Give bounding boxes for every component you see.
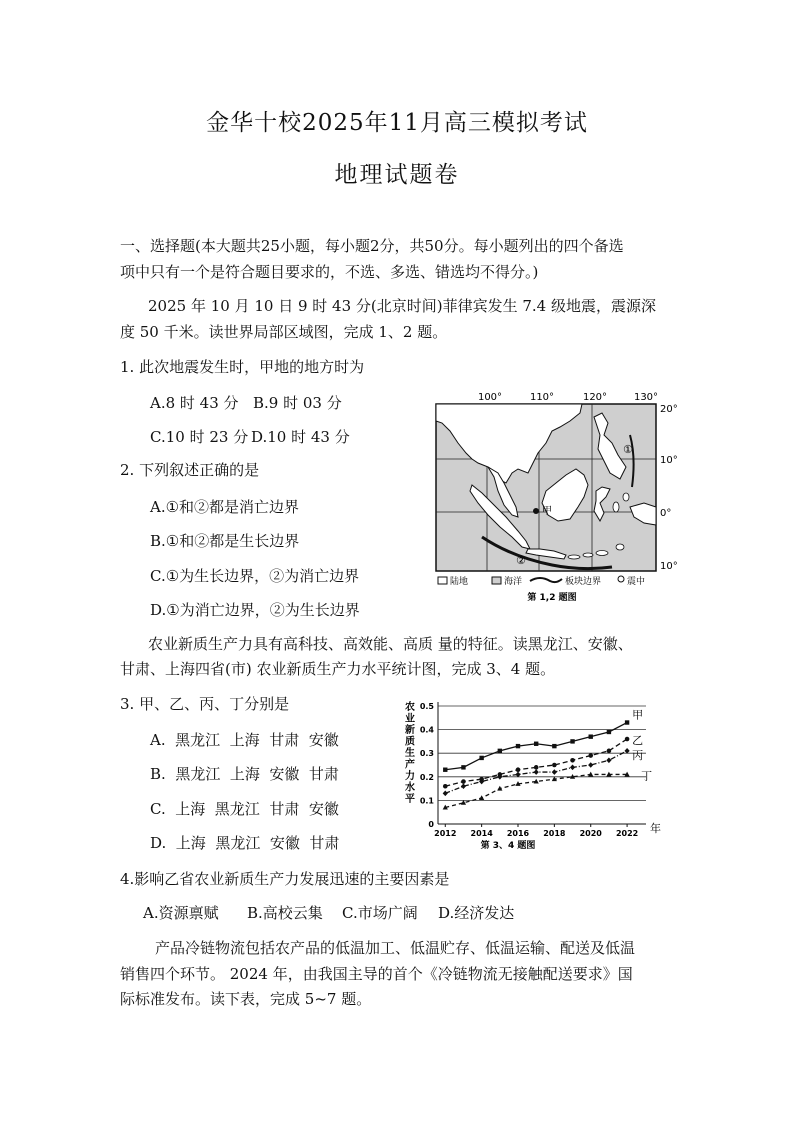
intro3-line1: 产品冷链物流包括农产品的低温加工、低温贮存、低温运输、配送及低温: [155, 939, 636, 957]
q1-stem: 1. 此次地震发生时，甲地的地方时为: [120, 358, 365, 376]
boundary-marker-1: ①: [623, 443, 633, 456]
chart-data-point: [589, 734, 593, 738]
southeast-asia-map: [432, 387, 678, 607]
chart-series-label: 丙: [632, 748, 644, 762]
intro1-line1: 2025 年 10 月 10 日 9 时 43 分(北京时间)菲律宾发生 7.4 级地震，震源深: [148, 297, 656, 315]
q1-option-d[interactable]: D.10 时 43 分: [251, 428, 350, 446]
q4-option-b[interactable]: B.高校云集: [247, 904, 323, 922]
intro2-line2: 甘肃、上海四省(市) 农业新质生产力水平统计图，完成 3、4 题。: [120, 660, 556, 678]
chart-series-label: 乙: [632, 734, 644, 748]
lon-label-120: 120°: [582, 392, 608, 403]
chart-data-point: [443, 768, 447, 772]
q2-option-b[interactable]: B.①和②都是生长边界: [150, 532, 300, 550]
productivity-chart: [398, 696, 668, 856]
chart-y-tick-label: 0.5: [419, 702, 434, 711]
legend-epicenter-icon: [618, 576, 624, 582]
legend-land-label: 陆地: [450, 577, 469, 587]
chart-ylabel-char: 业: [405, 713, 415, 725]
chart-x-tick-label: 2016: [506, 829, 530, 838]
chart-data-point: [479, 795, 484, 800]
chart-data-point: [534, 742, 538, 746]
exam-title: 金华十校2025年11月高三模拟考试: [206, 110, 588, 136]
chart-x-tick-label: 2020: [579, 829, 602, 838]
chart-ylabel-char: 水: [405, 782, 415, 794]
chart-data-point: [552, 744, 556, 748]
lat-label-10n: 10°: [660, 455, 678, 466]
chart-data-point: [516, 744, 520, 748]
chart-x-unit: 年: [650, 822, 661, 835]
chart-data-point: [607, 730, 611, 734]
chart-data-point: [552, 769, 557, 775]
chart-y-tick-label: 0.4: [419, 725, 434, 735]
chart-x-tick-label: 2018: [543, 829, 566, 838]
q4-option-a[interactable]: A.资源禀赋: [143, 904, 219, 922]
chart-data-point: [570, 758, 575, 763]
boundary-marker-2: ②: [516, 554, 526, 567]
lon-label-130: 130°: [633, 392, 659, 403]
chart-series-label: 丁: [641, 769, 653, 783]
chart-data-point: [534, 765, 539, 770]
q3-option-d[interactable]: D. 上海 黑龙江 安徽 甘肃: [150, 834, 340, 852]
section-heading-line2: 项中只有一个是符合题目要求的，不选、多选、错选均不得分。): [120, 263, 539, 281]
chart-data-point: [516, 767, 521, 772]
chart-data-point: [606, 757, 611, 763]
intro3-line3: 际标准发布。读下表，完成 5~7 题。: [120, 990, 372, 1008]
chart-ylabel-char: 新: [405, 725, 415, 736]
legend-epicenter-label: 震中: [627, 577, 646, 587]
q3-option-c[interactable]: C. 上海 黑龙江 甘肃 安徽: [150, 800, 339, 818]
chart-data-point: [570, 739, 574, 743]
q3-stem: 3. 甲、乙、丙、丁分别是: [120, 695, 290, 713]
chart-data-point: [498, 749, 502, 753]
section-heading-line1: 一、选择题(本大题共25小题，每小题2分，共50分。每小题列出的四个备选: [120, 237, 624, 255]
chart-data-point: [461, 779, 466, 784]
chart-y-tick-label: 0.1: [419, 796, 434, 806]
q4-stem: 4.影响乙省农业新质生产力发展迅速的主要因素是: [120, 870, 450, 888]
q4-option-d[interactable]: D.经济发达: [438, 904, 515, 922]
q2-option-d[interactable]: D.①为消亡边界，②为生长边界: [150, 601, 360, 619]
intro3-line2: 销售四个环节。 2024 年，由我国主导的首个《冷链物流无接触配送要求》国: [120, 965, 633, 983]
q2-option-c[interactable]: C.①为生长边界，②为消亡边界: [150, 567, 360, 585]
chart-data-point: [625, 737, 630, 742]
chart-x-tick-label: 2022: [615, 829, 639, 838]
lon-label-110: 110°: [529, 392, 555, 403]
chart-data-point: [461, 765, 465, 769]
legend-ocean-swatch: [492, 577, 501, 584]
chart-data-point: [588, 753, 593, 758]
chart-series-label: 甲: [632, 708, 644, 722]
q2-option-a[interactable]: A.①和②都是消亡边界: [150, 498, 300, 516]
q1-option-b[interactable]: B.9 时 03 分: [253, 394, 342, 412]
chart-data-point: [570, 765, 575, 771]
label-jia: 甲: [542, 506, 552, 517]
q1-option-c[interactable]: C.10 时 23 分: [150, 428, 249, 446]
chart-ylabel-char: 农: [405, 702, 415, 713]
chart-x-tick-label: 2012: [434, 829, 457, 838]
intro1-line2: 度 50 千米。读世界局部区域图，完成 1、2 题。: [120, 323, 448, 341]
legend-land-swatch: [438, 577, 447, 584]
lat-label-10s: 10°: [660, 561, 678, 572]
map-caption: 第 1,2 题图: [527, 593, 577, 603]
legend-boundary-label: 板块边界: [565, 577, 602, 587]
chart-data-point: [552, 763, 557, 768]
chart-y-tick-label: 0: [428, 820, 434, 829]
paper-subtitle: 地理试题卷: [334, 162, 460, 188]
chart-ylabel-char: 力: [405, 771, 415, 782]
location-jia-marker: [533, 508, 539, 514]
q2-stem: 2. 下列叙述正确的是: [120, 461, 260, 479]
lon-label-100: 100°: [477, 392, 503, 403]
q3-option-a[interactable]: A. 黑龙江 上海 甘肃 安徽: [150, 731, 339, 749]
chart-data-point: [479, 756, 483, 760]
chart-ylabel-char: 产: [405, 759, 415, 771]
chart-caption: 第 3、4 题图: [480, 841, 536, 851]
chart-ylabel: [405, 700, 415, 805]
intro2-line1: 农业新质生产力具有高科技、高效能、高质 量的特征。读黑龙江、安徽、: [148, 635, 633, 653]
chart-data-point: [443, 791, 448, 797]
legend-ocean-label: 海洋: [504, 577, 523, 587]
chart-data-point: [588, 762, 593, 768]
chart-y-tick-label: 0.2: [419, 772, 434, 782]
lat-label-0: 0°: [660, 508, 672, 519]
chart-x-tick-label: 2014: [470, 829, 493, 838]
chart-data-point: [625, 720, 629, 724]
chart-data-point: [624, 748, 629, 754]
chart-ylabel-char: 生: [405, 748, 415, 759]
chart-ylabel-char: 质: [405, 736, 415, 748]
productivity-chart-svg: [398, 696, 668, 856]
legend-boundary-swatch: [530, 578, 562, 582]
lat-label-20: 20°: [660, 404, 678, 415]
chart-ylabel-char: 平: [405, 794, 415, 805]
q3-option-b[interactable]: B. 黑龙江 上海 安徽 甘肃: [150, 765, 339, 783]
chart-y-tick-label: 0.3: [419, 749, 434, 759]
chart-data-point: [534, 769, 539, 775]
q1-option-a[interactable]: A.8 时 43 分: [150, 394, 239, 412]
chart-data-point: [443, 784, 448, 789]
map-figure: [432, 387, 678, 607]
q4-option-c[interactable]: C.市场广阔: [342, 904, 418, 922]
chart-data-point: [607, 749, 612, 754]
chart-data-point: [461, 783, 466, 789]
